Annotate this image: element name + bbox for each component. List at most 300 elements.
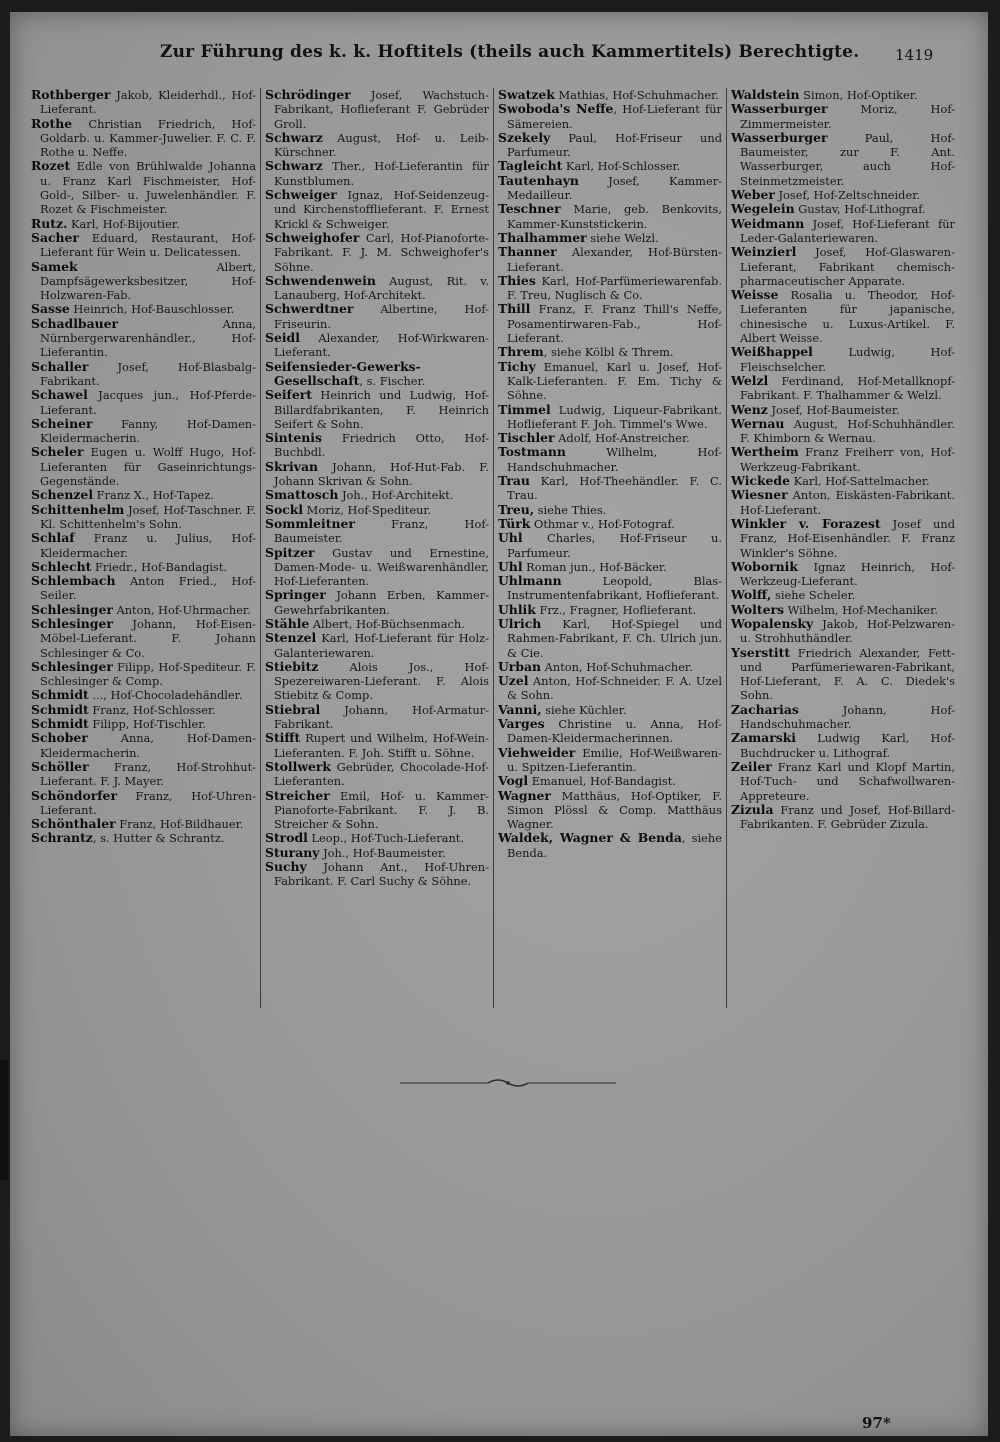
directory-entry	[498, 274, 722, 303]
entry-details: Ludwig, Hof-Fleischselcher.	[740, 345, 955, 374]
entry-details: Franz, Hof-Uhren-Lieferant.	[40, 788, 256, 817]
entry-details: Emilie, Hof-Weißwaren- u. Spitzen-Lieferantin.	[507, 745, 722, 774]
entry-name: Trau	[498, 473, 530, 489]
directory-entry	[31, 260, 256, 303]
entry-details: Franz X., Hof-Tapez.	[93, 488, 214, 503]
directory-entry	[498, 746, 722, 775]
entry-name: Schwendenwein	[265, 272, 376, 288]
entry-name: Wolff,	[731, 587, 772, 603]
entry-details: Karl, Hof-Sattelmacher.	[789, 474, 930, 489]
entry-name: Winkler v. Forazest	[731, 515, 881, 531]
entry-details: Josef, Kammer-Medailleur.	[507, 173, 722, 203]
entry-details: Alexander, Hof-Wirkwaren-Lieferant.	[274, 331, 489, 360]
entry-name: Stiebral	[265, 701, 321, 717]
entry-details: siehe Thies.	[534, 502, 607, 517]
directory-entry	[31, 688, 256, 702]
entry-details: August, Hof-Schuhhändler. F. Khimborn & Wernau.	[740, 416, 955, 446]
directory-entry	[31, 445, 256, 488]
entry-name: Treu,	[498, 501, 535, 517]
entry-name: Vogl	[498, 773, 529, 789]
entry-name: Swatzek	[498, 88, 555, 102]
entry-details: Simon, Hof-Optiker.	[799, 88, 918, 102]
column-1	[27, 88, 260, 1008]
directory-entry	[31, 660, 256, 689]
entry-name: Zacharias	[731, 701, 799, 717]
directory-entry	[498, 789, 722, 832]
entry-details: Franz Freiherr von, Hof-Werkzeug-Fabrikant.	[740, 445, 955, 474]
entry-name: Thanner	[498, 244, 557, 260]
entry-details: Emanuel, Hof-Bandagist.	[528, 774, 676, 789]
directory-entry	[731, 417, 955, 446]
directory-entry	[498, 403, 722, 432]
entry-details: Moriz, Hof-Spediteur.	[303, 502, 432, 517]
entry-details: Eduard, Restaurant, Hof-Lieferant für Wein u. Delicatessen.	[40, 230, 256, 260]
entry-details: Christine u. Anna, Hof-Damen-Kleidermacherinnen.	[507, 717, 722, 746]
entry-name: Skrivan	[265, 458, 319, 474]
page-number: 1419	[895, 46, 934, 64]
entry-name: Schwarz	[265, 129, 323, 145]
entry-name: Seifert	[265, 387, 313, 403]
directory-entry	[731, 703, 955, 732]
entry-details: Karl, Hof-Lieferant für Holz-Galanteriewaren.	[274, 631, 489, 660]
entry-name: Sintenis	[265, 430, 322, 446]
entry-details: Alois Jos., Hof-Spezereiwaren-Lieferant. F. Alois Stiebitz & Comp.	[274, 659, 489, 703]
entry-details: Ignaz, Hof-Seidenzeug- und Kirchenstofflieferant. F. Ernest Krickl & Schweiger.	[274, 188, 489, 231]
directory-entry	[265, 159, 489, 188]
entry-details: Anton Fried., Hof-Seiler.	[40, 574, 256, 603]
directory-entry	[265, 588, 489, 617]
directory-entry	[265, 231, 489, 274]
column-3	[493, 88, 726, 1008]
entry-name: Seifensieder-Gewerks-Gesellschaft	[265, 358, 421, 388]
entry-details: Josef, Wachstuch-Fabrikant, Hoflieferant F. Gebrüder Groll.	[274, 88, 489, 131]
column-2	[260, 88, 493, 1008]
entry-name: Stifft	[265, 730, 301, 746]
entry-name: Urban	[498, 658, 542, 674]
entry-details: August, Rit. v. Lanauberg, Hof-Architekt.	[274, 273, 489, 303]
directory-entry	[265, 488, 489, 502]
entry-name: Waldstein	[731, 88, 800, 102]
entry-details: Johann Ant., Hof-Uhren-Fabrikant. F. Carl Suchy & Söhne.	[274, 860, 489, 889]
directory-entry	[731, 760, 955, 803]
directory-entry	[265, 388, 489, 431]
directory-entry	[31, 574, 256, 603]
directory-entry	[731, 217, 955, 246]
entry-details: Rupert und Wilhelm, Hof-Wein-Lieferanten. F. Joh. Stifft u. Söhne.	[274, 731, 489, 760]
entry-details: Karl, Hof-Parfümeriewarenfab. F. Treu, Nuglisch & Co.	[507, 273, 722, 303]
entry-details: Josef und Franz, Hof-Eisenhändler. F. Franz Winkler's Söhne.	[740, 516, 955, 560]
entry-details: Paul, Hof-Baumeister, zur F. Ant. Wasserburger, auch Hof-Steinmetzmeister.	[740, 130, 955, 188]
directory-entry	[731, 646, 955, 703]
entry-name: Uzel	[498, 673, 529, 689]
directory-entry	[498, 131, 722, 160]
entry-name: Sockl	[265, 501, 304, 517]
entry-details: Filipp, Hof-Tischler.	[88, 717, 207, 732]
entry-details: Franz, Hof-Strohhut-Lieferant. F. J. Mayer.	[40, 759, 256, 789]
entry-name: Schenzel	[31, 487, 94, 503]
entry-name: Samek	[31, 258, 78, 274]
directory-entry	[498, 302, 722, 345]
entry-name: Stiebitz	[265, 658, 319, 674]
directory-entry	[265, 703, 489, 732]
entry-name: Stenzel	[265, 630, 317, 646]
entry-name: Rothberger	[31, 88, 111, 102]
entry-details: , siehe Benda.	[507, 831, 722, 860]
directory-entry	[31, 731, 256, 760]
page-title: Zur Führung des k. k. Hoftitels (theils auch Kammertitels) Berechtigte.	[160, 42, 860, 62]
entry-name: Wiesner	[731, 487, 788, 503]
entry-name: Wertheim	[731, 444, 799, 460]
directory-entry	[31, 603, 256, 617]
directory-entry	[31, 88, 256, 117]
entry-details: siehe Küchler.	[541, 702, 627, 717]
directory-entry	[731, 345, 955, 374]
entry-name: Schaller	[31, 358, 89, 374]
entry-name: Schwarz	[265, 158, 323, 174]
entry-details: Albert, Hof-Büchsenmach.	[309, 616, 465, 631]
entry-details: Josef, Hof-Zeltschneider.	[774, 188, 921, 203]
directory-entry	[265, 831, 489, 845]
directory-entry	[498, 517, 722, 531]
directory-page	[10, 12, 988, 1436]
entry-details: Franz u. Julius, Hof-Kleidermacher.	[40, 531, 256, 560]
column-4	[726, 88, 959, 1008]
entry-details: Leop., Hof-Tuch-Lieferant.	[307, 831, 464, 846]
directory-entry	[731, 560, 955, 589]
directory-entry	[731, 588, 955, 602]
entry-name: Scheler	[31, 444, 84, 460]
directory-entry	[498, 717, 722, 746]
entry-name: Tischler	[498, 430, 555, 446]
directory-entry	[265, 846, 489, 860]
entry-details: Ignaz Heinrich, Hof-Werkzeug-Lieferant.	[740, 559, 955, 589]
entry-name: Wegelein	[731, 201, 795, 217]
entry-details: Ther., Hof-Lieferantin für Kunstblumen.	[274, 159, 489, 188]
entry-details: Anton, Eiskästen-Fabrikant. Hof-Lieferant.	[740, 488, 955, 517]
entry-name: Szekely	[498, 129, 551, 145]
directory-entry	[265, 360, 489, 389]
directory-entry	[265, 517, 489, 546]
directory-entry	[31, 831, 256, 845]
entry-details: Gustav und Ernestine, Damen-Mode- u. Weißwarenhändler, Hof-Lieferanten.	[274, 545, 489, 589]
entry-details: Johann Erben, Kammer-Gewehrfabrikanten.	[274, 588, 489, 617]
entry-details: Fanny, Hof-Damen-Kleidermacherin.	[40, 416, 256, 446]
entry-name: Streicher	[265, 787, 330, 803]
directory-entry	[265, 631, 489, 660]
directory-entry	[31, 217, 256, 231]
entry-name: Schönthaler	[31, 816, 116, 832]
entry-details: Heinrich, Hof-Bauschlosser.	[69, 302, 235, 317]
directory-entry	[265, 617, 489, 631]
entry-name: Schawel	[31, 387, 88, 403]
entry-details: Karl, Hof-Spiegel und Rahmen-Fabrikant, F. Ch. Ulrich jun. & Cie.	[507, 616, 722, 660]
entry-details: Emanuel, Karl u. Josef, Hof-Kalk-Lieferanten. F. Em. Tichy & Söhne.	[507, 359, 722, 403]
entry-name: Schöller	[31, 758, 89, 774]
entry-name: Wasserburger	[731, 101, 828, 117]
page-edge	[0, 1060, 8, 1180]
entry-details: Franz, Hof-Baumeister.	[274, 516, 489, 546]
entry-details: Franz, Hof-Schlosser.	[88, 702, 216, 717]
directory-entry	[265, 460, 489, 489]
entry-name: Sommleitner	[265, 515, 355, 531]
directory-entry	[265, 546, 489, 589]
directory-entry	[731, 474, 955, 488]
directory-entry	[265, 660, 489, 703]
entry-details: August, Hof- u. Leib-Kürschner.	[274, 130, 489, 160]
entry-name: Schweiger	[265, 187, 337, 203]
directory-entry	[498, 660, 722, 674]
entry-details: Roman jun., Hof-Bäcker.	[522, 559, 667, 574]
entry-details: Johann, Hof-Armatur-Fabrikant.	[274, 702, 489, 732]
directory-entry	[265, 789, 489, 832]
directory-entry	[498, 831, 722, 860]
sheet-signature: 97*	[862, 1414, 891, 1432]
directory-entry	[498, 531, 722, 560]
directory-entry	[498, 431, 722, 445]
directory-entry	[498, 503, 722, 517]
entry-details: Filipp, Hof-Spediteur. F. Schlesinger & Comp.	[40, 659, 256, 689]
directory-entry	[731, 374, 955, 403]
directory-entry	[731, 445, 955, 474]
directory-entry	[498, 445, 722, 474]
entry-details: Charles, Hof-Friseur u. Parfumeur.	[507, 531, 722, 560]
entry-name: Spitzer	[265, 544, 315, 560]
directory-entry	[265, 274, 489, 303]
entry-name: Weinzierl	[731, 244, 797, 260]
directory-entry	[31, 488, 256, 502]
entry-name: Schober	[31, 730, 88, 746]
directory-entry	[498, 245, 722, 274]
directory-entry	[31, 817, 256, 831]
entry-name: Schlesinger	[31, 615, 113, 631]
entry-details: Rosalia u. Theodor, Hof-Lieferanten für japanische, chinesische u. Luxus-Artikel. F. Albert Weisse.	[740, 288, 955, 346]
directory-entry	[498, 603, 722, 617]
entry-details: Othmar v., Hof-Fotograf.	[530, 516, 675, 531]
entry-name: Sturany	[265, 844, 320, 860]
entry-details: Mathias, Hof-Schuhmacher.	[554, 88, 719, 102]
entry-name: Thies	[498, 272, 536, 288]
directory-entry	[731, 245, 955, 288]
directory-entry	[731, 617, 955, 646]
entry-name: Springer	[265, 587, 326, 603]
directory-entry	[498, 231, 722, 245]
entry-name: Wenz	[731, 401, 768, 417]
directory-entry	[498, 202, 722, 231]
entry-name: Weber	[731, 187, 775, 203]
directory-entry	[31, 617, 256, 660]
entry-details: Jacques jun., Hof-Pferde-Lieferant.	[40, 388, 256, 417]
entry-name: Threm	[498, 344, 544, 360]
directory-entry	[31, 317, 256, 360]
entry-name: Welzl	[731, 372, 769, 388]
entry-details: Ludwig, Liqueur-Fabrikant. Hoflieferant F. Joh. Timmel's Wwe.	[507, 402, 722, 431]
entry-name: Wagner	[498, 787, 551, 803]
entry-name: Teschner	[498, 201, 561, 217]
entry-name: Thalhammer	[498, 229, 587, 245]
entry-details: Carl, Hof-Pianoforte-Fabrikant. F. J. M. Schweighofer's Söhne.	[274, 230, 489, 274]
entry-name: Schlesinger	[31, 658, 113, 674]
entry-name: Rothe	[31, 115, 73, 131]
directory-entry	[265, 503, 489, 517]
entry-name: Timmel	[498, 401, 551, 417]
entry-details: Franz und Josef, Hof-Billard-Fabrikanten. F. Gebrüder Zizula.	[740, 802, 955, 832]
directory-entry	[265, 860, 489, 889]
entry-name: Schlaf	[31, 530, 75, 546]
directory-entry	[31, 388, 256, 417]
directory-entry	[265, 88, 489, 131]
entry-name: Strodl	[265, 830, 308, 846]
directory-entry	[31, 789, 256, 818]
entry-name: Uhl	[498, 530, 523, 546]
directory-entry	[31, 360, 256, 389]
entry-details: , Hof-Lieferant für Sämereien.	[507, 102, 722, 131]
directory-entry	[498, 674, 722, 703]
directory-entry	[731, 131, 955, 188]
directory-entry	[498, 560, 722, 574]
entry-name: Tagleicht	[498, 158, 563, 174]
entry-details: Emil, Hof- u. Kammer-Pianoforte-Fabrikant. F. J. B. Streicher & Sohn.	[274, 788, 489, 832]
entry-details: siehe Welzl.	[586, 230, 659, 245]
entry-name: Wickede	[731, 473, 790, 489]
directory-entry	[31, 531, 256, 560]
entry-details: Gustav, Hof-Lithograf.	[794, 202, 926, 217]
entry-name: Suchy	[265, 859, 307, 875]
entry-name: Sasse	[31, 301, 70, 317]
directory-entry	[498, 774, 722, 788]
entry-name: Ulrich	[498, 615, 542, 631]
entry-details: Alexander, Hof-Bürsten-Lieferant.	[507, 245, 722, 274]
entry-name: Schadlbauer	[31, 315, 119, 331]
entry-details: siehe Scheler.	[771, 588, 856, 603]
entry-name: Tichy	[498, 358, 536, 374]
entry-details: , s. Fischer.	[359, 373, 426, 388]
directory-entry	[31, 717, 256, 731]
entry-details: Ludwig Karl, Hof-Buchdrucker u. Lithograf.	[740, 731, 955, 760]
entry-name: Uhl	[498, 558, 523, 574]
entry-name: Varges	[498, 716, 545, 732]
entry-name: Schittenhelm	[31, 501, 125, 517]
entry-name: Seidl	[265, 330, 300, 346]
entry-details: Josef, Hof-Taschner. F. Kl. Schittenhelm's Sohn.	[40, 502, 256, 531]
entry-name: Swoboda's Neffe	[498, 101, 614, 117]
entry-details: Marie, geb. Benkovits, Kammer-Kunststickerin.	[507, 202, 722, 231]
entry-details: Leopold, Blas-Instrumentenfabrikant, Hoflieferant.	[507, 574, 722, 603]
ornament-divider	[398, 1076, 618, 1090]
entry-name: Sacher	[31, 229, 79, 245]
entry-name: Uhlik	[498, 601, 536, 617]
directory-entry	[498, 174, 722, 203]
directory-columns	[27, 88, 962, 1008]
directory-entry	[265, 760, 489, 789]
entry-name: Stollwerk	[265, 758, 332, 774]
directory-entry	[265, 331, 489, 360]
entry-name: Tautenhayn	[498, 172, 579, 188]
directory-entry	[498, 474, 722, 503]
directory-entry	[731, 803, 955, 832]
entry-name: Yserstitt	[731, 644, 791, 660]
entry-name: Zeiler	[731, 758, 772, 774]
entry-details: Franz Karl und Klopf Martin, Hof-Tuch- und Schafwollwaren-Appreteure.	[740, 759, 955, 803]
directory-entry	[31, 417, 256, 446]
entry-details: Friedr., Hof-Bandagist.	[91, 559, 228, 574]
entry-details: Matthäus, Hof-Optiker, F. Simon Plössl & Comp. Matthäus Wagner.	[507, 788, 722, 832]
entry-name: Rutz.	[31, 215, 68, 231]
entry-name: Viehweider	[498, 744, 576, 760]
directory-entry	[498, 102, 722, 131]
entry-details: Moriz, Hof-Zimmermeister.	[740, 102, 955, 131]
entry-name: Wopalensky	[731, 615, 814, 631]
entry-details: Joh., Hof-Baumeister.	[319, 845, 446, 860]
directory-entry	[498, 159, 722, 173]
entry-name: Schmidt	[31, 701, 89, 717]
entry-details: Anton, Hof-Uhrmacher.	[112, 602, 251, 617]
entry-name: Waldek, Wagner & Benda	[498, 830, 682, 846]
entry-details: Franz, Hof-Bildhauer.	[115, 817, 244, 832]
entry-details: Paul, Hof-Friseur und Parfumeur.	[507, 130, 722, 160]
directory-entry	[265, 431, 489, 460]
entry-details: Wilhelm, Hof-Handschuhmacher.	[507, 445, 722, 474]
entry-details: Anton, Hof-Schneider. F. A. Uzel & Sohn.	[507, 674, 722, 703]
entry-name: Türk	[498, 515, 531, 531]
directory-entry	[31, 302, 256, 316]
entry-details: Anna, Nürnbergerwarenhändler., Hof-Lieferantin.	[40, 316, 256, 360]
entry-details: Karl, Hof-Bijoutier.	[67, 216, 180, 231]
directory-entry	[498, 574, 722, 603]
entry-details: Josef, Hof-Blasbalg-Fabrikant.	[40, 359, 256, 388]
directory-entry	[265, 731, 489, 760]
directory-entry	[731, 102, 955, 131]
entry-details: Joh., Hof-Architekt.	[338, 488, 454, 503]
entry-name: Schrantz	[31, 830, 93, 846]
entry-details: Heinrich und Ludwig, Hof-Billardfabrikanten, F. Heinrich Seifert & Sohn.	[274, 388, 489, 431]
entry-details: Friedrich Alexander, Fett- und Parfümeriewaren-Fabrikant, Hof-Lieferant, F. A. C. Diedek's Sohn.	[740, 645, 955, 703]
directory-entry	[265, 188, 489, 231]
entry-name: Schmidt	[31, 687, 89, 703]
entry-name: Uhlmann	[498, 573, 562, 589]
directory-entry	[731, 603, 955, 617]
entry-name: Weißhappel	[731, 344, 813, 360]
entry-details: Anna, Hof-Damen-Kleidermacherin.	[40, 731, 256, 760]
entry-details: Josef, Hof-Baumeister.	[767, 402, 900, 417]
entry-details: Wilhelm, Hof-Mechaniker.	[784, 602, 938, 617]
directory-entry	[31, 159, 256, 216]
entry-name: Schlembach	[31, 573, 116, 589]
entry-details: Johann, Hof-Eisen-Möbel-Lieferant. F. Johann Schlesinger & Co.	[40, 616, 256, 660]
directory-entry	[731, 202, 955, 216]
entry-name: Wolters	[731, 601, 784, 617]
entry-details: Albertine, Hof-Friseurin.	[274, 302, 489, 331]
directory-entry	[31, 231, 256, 260]
entry-name: Schrödinger	[265, 88, 351, 102]
entry-details: Edle von Brühlwalde Johanna u. Franz Karl Fischmeister, Hof-Gold-, Silber- u. Juwelenhändler. F. Rozet & Fischmeister.	[40, 159, 256, 217]
directory-entry	[731, 488, 955, 517]
entry-name: Wernau	[731, 415, 785, 431]
entry-details: Franz, F. Franz Thill's Neffe, Posamentirwaren-Fab., Hof-Lieferant.	[507, 302, 722, 346]
entry-details: Frz., Fragner, Hoflieferant.	[535, 602, 697, 617]
entry-name: Scheiner	[31, 415, 93, 431]
directory-entry	[498, 617, 722, 660]
entry-details: , siehe Kölbl & Threm.	[543, 345, 674, 360]
directory-entry	[31, 760, 256, 789]
entry-name: Schwerdtner	[265, 301, 354, 317]
entry-name: Vanni,	[498, 701, 542, 717]
directory-entry	[31, 703, 256, 717]
entry-details: Adolf, Hof-Anstreicher.	[554, 431, 690, 446]
directory-entry	[498, 703, 722, 717]
entry-details: Karl, Hof-Schlosser.	[562, 159, 681, 174]
entry-name: Tostmann	[498, 444, 566, 460]
entry-name: Schöndorfer	[31, 787, 117, 803]
